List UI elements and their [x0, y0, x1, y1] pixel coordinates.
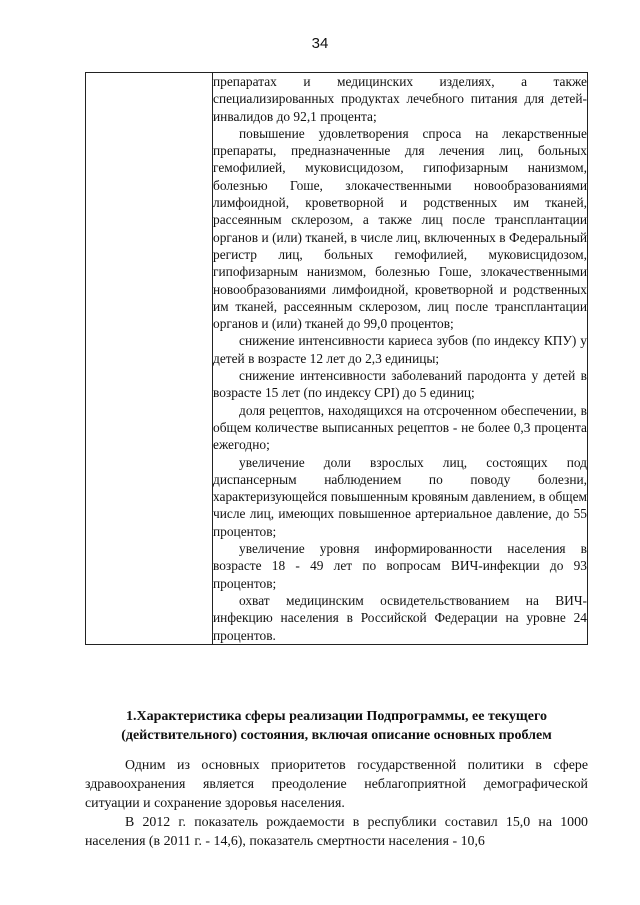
indicator-paragraph: повышение удовлетворения спроса на лекарственные препараты, предназначенные для лечения лиц, больных гемофилией, муковисцидозом, гипофизарным нанизмом, болезнью Гоше, злокачественными новообразованиями лимфоидной, кроветворной и родственных им тканей, рассеянным склерозом, а также лиц после трансплантации органов и (или) тканей, в числе лиц, включенных в Федеральный регистр лиц, больных гемофилией, муковисцидозом, гипофизарным нанизмом, болезнью Гоше, злокачественными новообразованиями лимфоидной, кроветворной и родственных им тканей, рассеянным склерозом, лиц после трансплантации органов и (или) тканей до 99,0 процентов;: [213, 125, 587, 332]
body-paragraph: В 2012 г. показатель рождаемости в республики составил 15,0 на 1000 населения (в 2011 г. - 14,6), показатель смертности населения - 10,6: [85, 815, 588, 849]
body-paragraph: Одним из основных приоритетов государственной политики в сфере здравоохранения является преодоление неблагоприятной демографической ситуации и сохранение здоровья населения.: [85, 758, 588, 811]
section-heading: 1.Характеристика сферы реализации Подпрограммы, ее текущего (действительного) состояния, включая описание основных проблем: [121, 709, 552, 743]
indicator-paragraph: снижение интенсивности заболеваний пародонта у детей в возрасте 15 лет (по индексу CPI) до 5 единиц;: [213, 368, 587, 401]
section-body: [85, 756, 588, 851]
indicators-table: [85, 72, 588, 645]
indicator-paragraph: охват медицинским освидетельствованием на ВИЧ-инфекцию населения в Российской Федерации на уровне 24 процентов.: [213, 592, 587, 643]
table-row: [86, 73, 588, 645]
indicator-paragraph: снижение интенсивности кариеса зубов (по индексу КПУ) у детей в возрасте 12 лет до 2,3 единицы;: [213, 333, 587, 366]
table-cell-indicators: [213, 73, 588, 645]
indicator-paragraph: доля рецептов, находящихся на отсроченном обеспечении, в общем количестве выписанных рецептов - не более 0,3 процента ежегодно;: [213, 402, 587, 453]
indicator-paragraph: увеличение уровня информированности населения в возрасте 18 - 49 лет по вопросам ВИЧ-инфекции до 93 процентов;: [213, 541, 587, 591]
indicator-paragraph: увеличение доли взрослых лиц, состоящих под диспансерным наблюдением по поводу болезни, характеризующейся повышенным кровяным давлением, в общем числе лиц, имеющих повышенное артериальное давление, до 55 процентов;: [213, 454, 587, 539]
table-cell-empty: [86, 73, 213, 645]
indicator-paragraph: препаратах и медицинских изделиях, а также специализированных продуктах лечебного питания для детей-инвалидов до 92,1 процента;: [213, 74, 587, 124]
page-number: 34: [311, 35, 329, 52]
